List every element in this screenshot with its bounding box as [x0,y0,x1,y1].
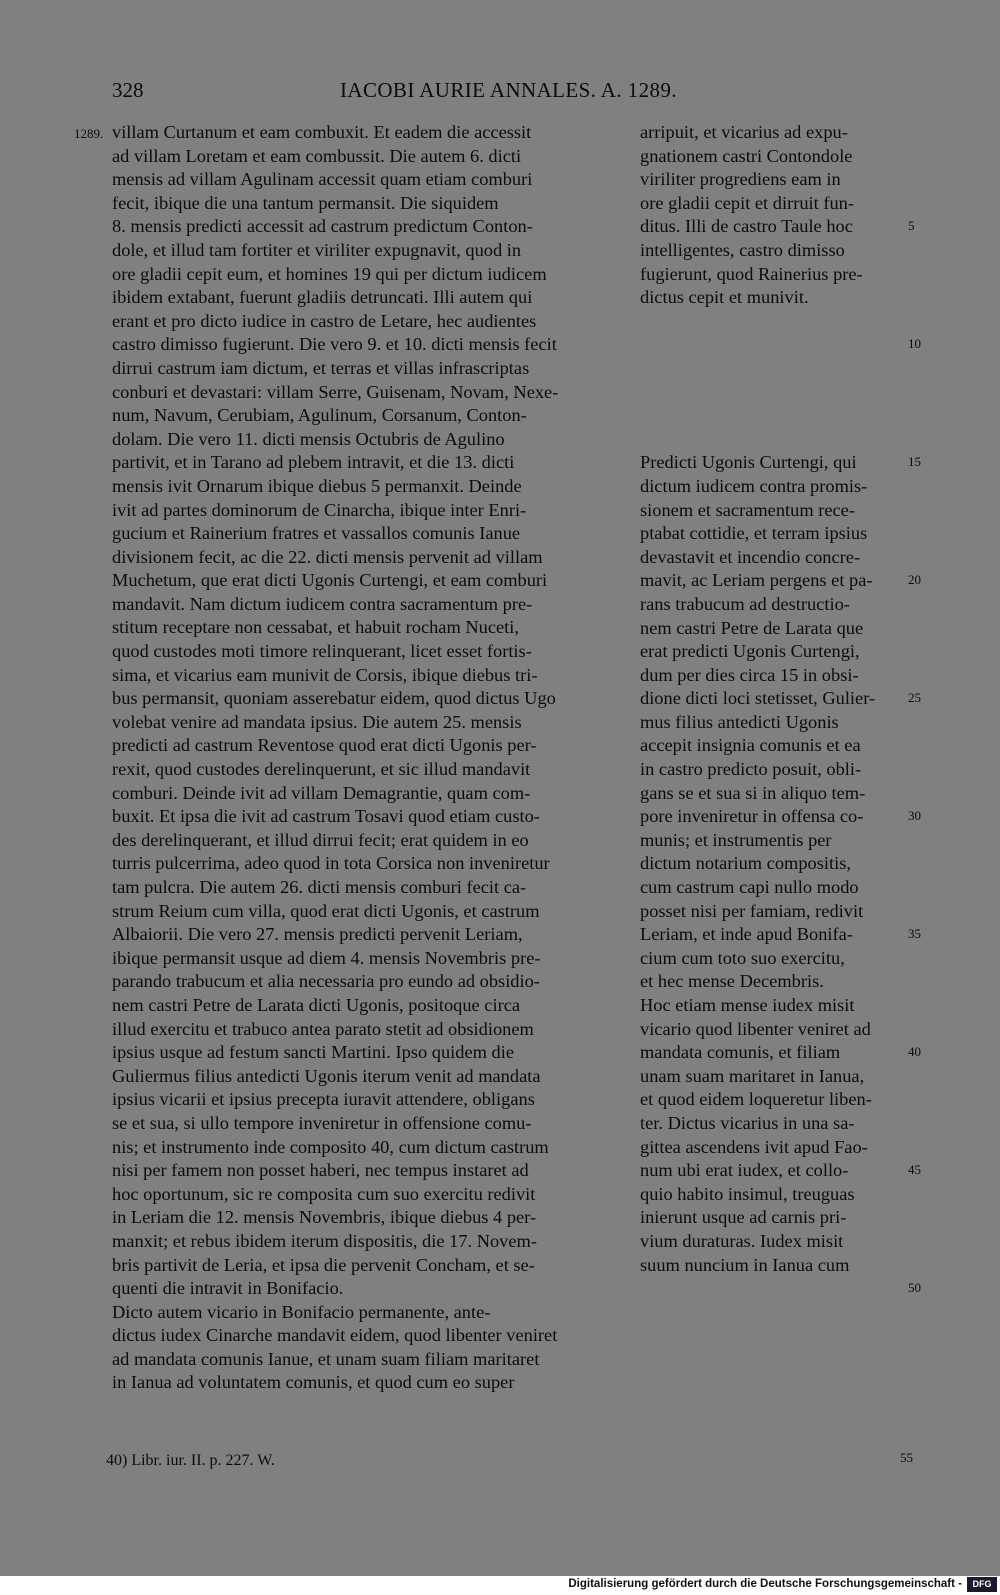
line-number: 55 [900,1450,913,1465]
text-line: ibique permansit usque ad diem 4. mensis Novembris pre- [112,947,541,968]
line-number: 20 [908,572,921,587]
text-line: gittea ascendens ivit apud Fao- [640,1136,868,1157]
text-line: accepit insignia comunis et ea [640,735,861,756]
text-line: num, Navum, Cerubiam, Agulinum, Corsanum, Conton- [112,405,527,426]
text-line: fugierunt, quod Rainerius pre- [640,263,863,284]
text-line: vicario quod libenter veniret ad [640,1018,871,1039]
text-line: mavit, ac Leriam pergens et pa- [640,570,873,591]
text-line: se et sua, si ullo tempore inveniretur in offensione comu- [112,1112,532,1133]
text-line: et hec mense Decembris. [640,971,824,992]
text-line: ore gladii cepit et dirruit fun- [640,192,854,213]
line-number: 30 [908,808,921,823]
text-line: gucium et Rainerium fratres et vassallos comunis Ianue [112,523,521,544]
text-line: nem castri Petre de Larata dicti Ugonis, positoque circa [112,994,521,1015]
text-line: hoc oportunum, sic re composita cum suo exercitu redivit [112,1183,536,1204]
text-line: predicti ad castrum Reventose quod erat dicti Ugonis per- [112,735,537,756]
text-line: quio habito insimul, treuguas [640,1183,855,1204]
text-line: ptabat cottidie, et terram ipsius [640,523,868,544]
text-line: vium duraturas. Iudex misit [640,1230,844,1251]
text-line: quenti die intravit in Bonifacio. [112,1278,344,1299]
footnote: 40) Libr. iur. II. p. 227. W. [106,1452,275,1469]
text-line: fecit, ibique die una tantum permansit. Die siquidem [112,192,499,213]
text-line: ivit ad partes dominorum de Cinarcha, ibique inter Enri- [112,499,527,520]
text-line: Guliermus filius antedicti Ugonis iterum venit ad mandata [112,1065,541,1086]
text-line: dione dicti loci stetisset, Gulier- [640,688,876,709]
text-line: conburi et devastari: villam Serre, Guisenam, Novam, Nexe- [112,381,559,402]
text-line: dum per dies circa 15 in obsi- [640,664,859,685]
text-line: turris pulcerrima, adeo quod in tota Corsica non inveniretur [112,853,550,874]
text-line: dictus iudex Cinarche mandavit eidem, quod libenter veniret [112,1325,558,1346]
text-line: mus filius antedicti Ugonis [640,711,839,732]
text-line: ad mandata comunis Ianue, et unam suam filiam maritaret [112,1348,540,1369]
text-line: sionem et sacramentum rece- [640,499,855,520]
text-line: mensis ivit Ornarum ibique diebus 5 permanxit. Deinde [112,475,522,496]
text-line: Predicti Ugonis Curtengi, qui [640,452,857,473]
text-line: nem castri Petre de Larata que [640,617,864,638]
line-number: 50 [908,1280,921,1295]
text-line: sima, et vicarius eam munivit de Corsis, ibique diebus tri- [112,664,538,685]
text-line: manxit; et rebus ibidem iterum dispositis, die 17. Novem- [112,1230,537,1251]
text-line: bus permansit, quoniam asserebatur eidem, quod dictus Ugo [112,688,556,709]
column-gap [640,310,900,452]
text-line: 8. mensis predicti accessit ad castrum predictum Conton- [112,216,533,237]
running-title: IACOBI AURIE ANNALES. A. 1289. [340,78,677,102]
text-line: rans trabucum ad destructio- [640,593,850,614]
left-text-column [112,121,622,1395]
text-line: tam pulcra. Die autem 26. dicti mensis comburi fecit ca- [112,877,527,897]
text-line: des derelinquerant, et illud dirrui fecit; erat quidem in eo [112,829,529,850]
text-line: ad villam Loretam et eam combussit. Die autem 6. dicti [112,145,522,166]
running-header [112,78,677,112]
text-line: castro dimisso fugierunt. Die vero 9. et 10. dicti mensis fecit [112,334,557,355]
line-number: 45 [908,1162,921,1177]
dfg-logo-icon: DFG [967,1577,997,1592]
line-number: 10 [908,336,921,351]
text-line: Leriam, et inde apud Bonifa- [640,924,853,945]
text-line: Dicto autem vicario in Bonifacio permanente, ante- [112,1301,491,1322]
text-line: dole, et illud tam fortiter et viriliter expugnavit, quod in [112,239,522,260]
right-column-bottom-block [640,451,900,1277]
margin-year: 1289. [74,126,104,141]
text-line: viriliter progrediens eam in [640,169,841,190]
text-line: rexit, quod custodes derelinquerunt, et sic illud mandavit [112,759,531,780]
text-line: pore inveniretur in offensa co- [640,806,864,827]
page-number: 328 [112,78,144,102]
line-number: 40 [908,1044,921,1059]
text-line: ibidem extabant, fuerunt gladiis detruncati. Illi autem qui [112,287,533,308]
text-line: nis; et instrumento inde composito 40, cum dictum castrum [112,1136,549,1157]
text-line: ter. Dictus vicarius in una sa- [640,1112,855,1133]
text-line: gans se et sua si in aliquo tem- [640,782,866,803]
text-line: dictum notarium compositis, [640,853,851,874]
text-line: comburi. Deinde ivit ad villam Demagrantie, quam com- [112,782,531,803]
line-number: 35 [908,926,921,941]
text-line: Hoc etiam mense iudex misit [640,995,855,1015]
line-number: 15 [908,454,921,469]
text-line: ipsius usque ad festum sancti Martini. Ipso quidem die [112,1042,514,1063]
text-line: in castro predicto posuit, obli- [640,759,862,780]
credit-text: Digitalisierung gefördert durch die Deutsche Forschungsgemeinschaft - [568,1578,962,1590]
text-line: ipsius vicarii et ipsius precepta iuravit attendere, obligans [112,1089,535,1110]
text-line: unam suam maritaret in Ianua, [640,1065,865,1086]
text-line: mandavit. Nam dictum iudicem contra sacramentum pre- [112,593,533,614]
text-line: et quod eidem loqueretur liben- [640,1089,872,1110]
text-line: in Ianua ad voluntatem comunis, et quod cum eo super [112,1372,515,1393]
text-line: arripuit, et vicarius ad expu- [640,122,848,142]
text-line: in Leriam die 12. mensis Novembris, ibique diebus 4 per- [112,1207,537,1228]
text-line: posset nisi per famiam, redivit [640,900,864,921]
text-line: illud exercitu et trabuco antea parato stetit ad obsidionem [112,1018,534,1039]
text-line: volebat venire ad mandata ipsius. Die autem 25. mensis [112,711,522,732]
text-line: cum castrum capi nullo modo [640,877,859,898]
text-line: num ubi erat iudex, et collo- [640,1160,849,1181]
text-line: stitum receptare non cessabat, et habuit rocham Nuceti, [112,617,519,638]
text-line: cium cum toto suo exercitu, [640,947,845,968]
right-column-top-block [640,121,900,310]
text-line: erant et pro dicto iudice in castro de Letare, hec audientes [112,310,537,331]
text-line: parando trabucum et alia necessaria pro eundo ad obsidio- [112,971,540,992]
text-line: gnationem castri Contondole [640,145,853,166]
text-line: quod custodes moti timore relinquerant, licet esset fortis- [112,641,532,662]
line-number: 5 [908,218,915,233]
text-line: intelligentes, castro dimisso [640,239,845,260]
text-line: divisionem fecit, ac die 22. dicti mensis pervenit ad villam [112,546,543,567]
text-line: munis; et instrumentis per [640,829,832,850]
text-line: villam Curtanum et eam combuxit. Et eadem die accessit [112,122,532,142]
text-line: dolam. Die vero 11. dicti mensis Octubris de Agulino [112,428,505,449]
text-line: buxit. Et ipsa die ivit ad castrum Tosavi quod etiam custo- [112,806,540,827]
text-line: partivit, et in Tarano ad plebem intravit, et die 13. dicti [112,452,515,473]
text-line: suum nuncium in Ianua cum [640,1254,850,1275]
text-line: dictus cepit et munivit. [640,287,809,308]
text-line: dirrui castrum iam dictum, et terras et villas infrascriptas [112,357,530,378]
text-line: mensis ad villam Agulinam accessit quam etiam comburi [112,169,533,190]
text-line: dictum iudicem contra promis- [640,475,868,496]
text-line: bris partivit de Leria, et ipsa die pervenit Concham, et se- [112,1254,535,1275]
right-text-column [640,121,900,1277]
text-line: ditus. Illi de castro Taule hoc [640,216,853,237]
text-line: nisi per famem non posset haberi, nec tempus instaret ad [112,1160,529,1181]
text-line: Albaiorii. Die vero 27. mensis predicti pervenit Leriam, [112,924,523,945]
text-line: ore gladii cepit eum, et homines 19 qui per dictum iudicem [112,263,547,284]
text-line: erat predicti Ugonis Curtengi, [640,641,860,662]
text-line: mandata comunis, et filiam [640,1042,841,1063]
line-number: 25 [908,690,921,705]
text-line: devastavit et incendio concre- [640,546,861,567]
digitization-credit-bar [0,1576,1000,1595]
text-line: strum Reium cum villa, quod erat dicti Ugonis, et castrum [112,900,540,921]
text-line: Muchetum, que erat dicti Ugonis Curtengi, et eam comburi [112,570,548,591]
text-line: inierunt usque ad carnis pri- [640,1207,847,1228]
